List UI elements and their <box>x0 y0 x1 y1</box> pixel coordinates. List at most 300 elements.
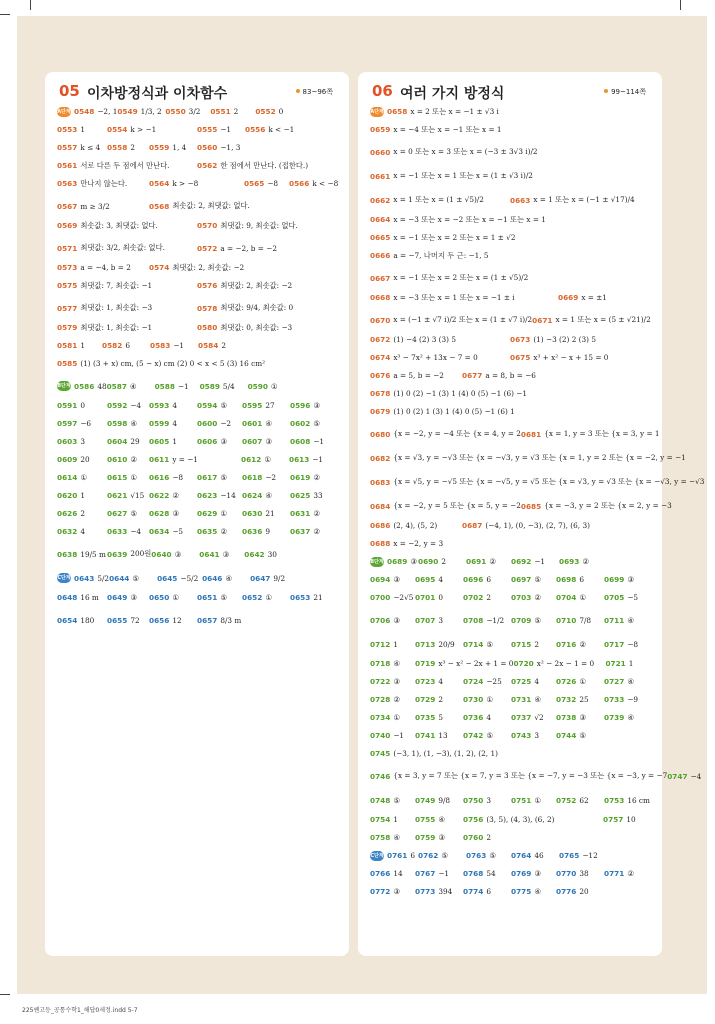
problem-number: 0724 <box>463 677 484 686</box>
answer-value: ③ <box>174 549 182 559</box>
problem-number: 0620 <box>57 491 78 500</box>
problem-number: 0659 <box>370 125 391 134</box>
problem-number: 0605 <box>149 437 170 446</box>
problem-number: 0732 <box>556 695 577 704</box>
answer-row <box>57 400 337 411</box>
answer-item <box>604 713 652 722</box>
answer-value: −6 <box>80 419 92 428</box>
answer-value: 16 cm <box>627 795 650 805</box>
answer-row <box>57 526 337 537</box>
answer-item <box>197 509 242 518</box>
answer-value: 4 <box>486 713 491 722</box>
problem-number: 0768 <box>463 869 484 878</box>
answer-value: 30 <box>267 549 277 559</box>
problem-number: 0604 <box>107 437 128 446</box>
problem-number: 0754 <box>370 815 391 824</box>
answer-item <box>290 593 338 602</box>
answer-item <box>370 353 510 362</box>
problem-number: 0668 <box>370 293 391 302</box>
answer-row <box>370 790 650 810</box>
problem-number: 0686 <box>370 521 391 530</box>
problem-number: 0695 <box>415 575 436 584</box>
problem-number: 0756 <box>463 815 484 824</box>
answer-value: ⑤ <box>393 795 400 805</box>
answer-value: m ≥ 3/2 <box>80 201 110 211</box>
level-badge: A단계 <box>370 108 384 115</box>
problem-number: 0652 <box>242 593 263 602</box>
answer-value: a = −2, b = −2 <box>220 243 277 253</box>
problem-number: 0718 <box>370 659 391 668</box>
answer-item <box>415 616 463 625</box>
problem-number: 0564 <box>149 179 170 188</box>
answer-value: √2 <box>534 713 544 722</box>
answer-value: 최댓값: 7, 최솟값: −1 <box>80 280 153 290</box>
problem-number: 0707 <box>415 615 436 625</box>
answer-row <box>57 262 337 273</box>
problem-number: 0680 <box>370 429 391 439</box>
answer-item <box>370 796 415 805</box>
problem-number: 0649 <box>107 593 128 602</box>
problem-number: 0624 <box>242 491 263 500</box>
answer-item <box>241 455 289 464</box>
answer-value: x³ − x² − 2x + 1 = 0 <box>438 659 514 668</box>
answer-value: 1 <box>393 639 398 649</box>
problem-number: 0681 <box>520 429 542 439</box>
answer-value: ③ <box>313 401 320 410</box>
problem-number: 0772 <box>370 887 391 896</box>
answer-item <box>248 382 296 391</box>
problem-number: 0734 <box>370 713 391 722</box>
problem-number: 0661 <box>370 171 391 181</box>
answer-value: ① <box>579 593 586 602</box>
problem-number: 0776 <box>556 887 577 896</box>
answer-row <box>57 106 337 117</box>
answer-item <box>463 616 511 625</box>
answer-value: x = −2, y = 3 <box>393 539 444 548</box>
answer-value: 3/2 <box>188 107 201 116</box>
problem-number: 0689 <box>387 557 408 566</box>
answer-row <box>370 868 650 879</box>
problem-number: 0607 <box>242 437 263 446</box>
answer-value: ⑤ <box>489 851 496 860</box>
answer-value: ① <box>264 455 271 464</box>
answer-value: 27 <box>265 401 275 410</box>
answer-row <box>370 292 650 303</box>
answer-value: ④ <box>265 491 272 500</box>
answer-value: −1, 3 <box>220 143 241 152</box>
answer-row <box>370 190 650 210</box>
answer-value: ⑤ <box>313 419 320 428</box>
answer-value: 20 <box>80 455 90 464</box>
problem-number: 0650 <box>149 593 170 602</box>
chapter-header <box>370 82 650 106</box>
problem-number: 0590 <box>247 381 268 391</box>
answer-item <box>57 509 107 518</box>
problem-number: 0561 <box>57 161 78 170</box>
answer-value: 최댓값: 3/2, 최솟값: 없다. <box>80 243 165 252</box>
answer-value: 2 <box>534 639 539 649</box>
answer-item <box>415 593 463 602</box>
problem-number: 0586 <box>74 381 95 391</box>
answer-value: ① <box>579 677 586 686</box>
answer-item <box>604 640 652 649</box>
answer-value: −1 <box>220 125 232 134</box>
answer-item <box>387 851 418 860</box>
answer-item <box>107 382 155 391</box>
answer-item <box>197 161 337 171</box>
answer-item <box>57 455 107 464</box>
answer-value: {x = −3, y = 2 또는 {x = 2, y = −3 <box>544 501 672 510</box>
answer-row <box>57 238 337 258</box>
problem-number: 0656 <box>149 615 170 625</box>
answer-value: −1/2 <box>486 615 505 625</box>
answer-item <box>107 419 149 428</box>
answer-item <box>57 243 197 253</box>
answer-value: 3 <box>534 731 539 740</box>
answer-value: −9 <box>627 695 639 704</box>
answer-item <box>370 233 650 243</box>
problem-number: 0596 <box>290 401 311 410</box>
problem-number: 0554 <box>107 125 128 134</box>
answer-value: −2, 1 <box>97 107 118 116</box>
answer-value: 최댓값: 0, 최솟값: −3 <box>220 322 293 332</box>
answer-value: x = 1 또는 x = (−1 ± √17)/4 <box>533 195 635 204</box>
answer-row <box>57 196 337 216</box>
problem-number: 0692 <box>511 557 532 566</box>
answer-value: (1) −3 (2) 2 (3) 5 <box>533 335 596 344</box>
answer-row <box>370 268 650 288</box>
answer-value: −1 <box>177 381 189 391</box>
answer-item <box>370 371 462 380</box>
answer-value: ④ <box>225 573 232 583</box>
answer-item <box>210 107 255 116</box>
answer-value: ② <box>313 527 320 536</box>
problem-number: 0654 <box>57 615 78 625</box>
answer-value: −4 <box>130 401 142 410</box>
answer-item <box>165 107 210 116</box>
answer-value: ⑤ <box>220 473 227 482</box>
answer-item <box>57 161 197 171</box>
problem-number: 0733 <box>604 695 625 704</box>
answer-value: 21 <box>313 593 323 602</box>
answer-row <box>370 886 650 897</box>
answer-item <box>559 851 607 860</box>
answer-item <box>462 371 650 380</box>
problem-number: 0702 <box>463 593 484 602</box>
answer-value: −1 <box>438 869 450 878</box>
answer-value: x = −1 또는 x = 2 또는 x = 1 ± √2 <box>393 232 516 242</box>
problem-number: 0608 <box>290 437 311 446</box>
answer-row <box>370 658 650 669</box>
answer-value: k ≤ 4 <box>80 143 101 152</box>
answer-row <box>370 592 650 603</box>
problem-number: 0729 <box>415 695 436 704</box>
answer-item <box>415 796 463 805</box>
answer-item <box>556 640 604 649</box>
answer-item <box>532 315 672 325</box>
answer-value: (1) 0 (2) −1 (3) 1 (4) 0 (5) −1 (6) −1 <box>393 389 528 398</box>
answer-item <box>511 677 556 686</box>
answer-item <box>57 527 107 536</box>
problem-number: 0771 <box>604 869 625 878</box>
answer-item <box>370 771 667 781</box>
answer-row <box>370 388 650 399</box>
problem-number: 0598 <box>107 419 128 428</box>
answer-value: (3, 5), (4, 3), (6, 2) <box>486 815 555 824</box>
problem-number: 0603 <box>57 437 78 446</box>
problem-number: 0623 <box>197 491 218 500</box>
answer-value: ⑤ <box>486 639 493 649</box>
answer-item <box>462 521 650 530</box>
answer-item <box>107 125 197 134</box>
answer-value: 9/8 <box>438 795 451 805</box>
answer-item <box>197 143 337 152</box>
problem-number: 0717 <box>604 639 625 649</box>
answer-item <box>463 833 651 842</box>
answer-item <box>370 389 650 398</box>
answer-item <box>370 539 650 548</box>
answer-item <box>370 273 650 283</box>
answer-row <box>370 832 650 843</box>
answer-value: ⑤ <box>130 509 137 518</box>
answer-value: −2 <box>220 419 232 428</box>
answer-item <box>370 477 704 487</box>
answer-value: x = (−1 ± √7 i)/2 또는 x = (1 ± √7 i)/2 <box>393 315 533 324</box>
answer-item <box>370 575 415 584</box>
problem-number: 0584 <box>198 341 219 350</box>
answer-row <box>370 694 650 705</box>
answer-value: 8/3 m <box>220 615 242 625</box>
answer-row <box>57 454 337 465</box>
problem-number: 0745 <box>370 749 391 758</box>
problem-number: 0633 <box>107 527 128 536</box>
answer-value: 3 <box>80 437 85 446</box>
answer-item <box>415 731 463 740</box>
level-badge: C단계 <box>57 575 71 581</box>
answer-row <box>57 358 337 369</box>
level-badge: A단계 <box>57 108 71 115</box>
problem-number: 0690 <box>418 557 439 566</box>
problem-number: 0643 <box>74 573 95 583</box>
answer-item <box>370 429 521 439</box>
answer-value: x² − 2x − 1 = 0 <box>536 659 595 668</box>
problem-number: 0594 <box>197 401 218 410</box>
problem-number: 0673 <box>510 335 531 344</box>
answer-item <box>289 179 338 188</box>
answer-item <box>290 473 338 482</box>
problem-number: 0655 <box>107 615 128 625</box>
answer-value: {x = −2, y = −4 또는 {x = 4, y = 2 <box>393 429 521 438</box>
problem-number: 0638 <box>57 549 78 559</box>
answer-value: 2 <box>438 695 443 704</box>
problem-number: 0641 <box>199 549 220 559</box>
answer-value: x = −1 또는 x = 2 또는 x = (1 ± √5)/2 <box>393 273 529 282</box>
problem-number: 0664 <box>370 215 391 224</box>
answer-item <box>415 640 463 649</box>
answer-value: 38 <box>579 869 589 878</box>
answer-item <box>556 713 604 722</box>
problem-number: 0637 <box>290 527 311 536</box>
answer-value: ① <box>393 713 400 722</box>
answer-value: 48 <box>97 381 107 391</box>
answer-item <box>57 202 149 211</box>
answer-row <box>57 568 337 588</box>
problem-number: 0688 <box>370 539 391 548</box>
problem-number: 0565 <box>244 179 265 188</box>
answer-value: 최댓값: 2, 최솟값: −2 <box>172 262 245 272</box>
answer-value: ⑤ <box>534 615 541 625</box>
answer-item <box>57 616 107 625</box>
problem-number: 0571 <box>57 243 78 253</box>
answer-value: k > −1 <box>130 125 157 134</box>
answer-item <box>511 557 559 566</box>
problem-number: 0677 <box>462 371 483 380</box>
answer-value: ⑤ <box>441 851 448 860</box>
answer-value: 최솟값: 3, 최댓값: 없다. <box>80 220 158 230</box>
chapter-05-answer-panel <box>45 72 349 956</box>
answer-item <box>117 107 165 116</box>
answer-value: ① <box>265 593 272 602</box>
answer-value: (1) 0 (2) 1 (3) 1 (4) 0 (5) −1 (6) 1 <box>393 407 515 416</box>
answer-item <box>198 341 338 350</box>
answer-item <box>197 473 242 482</box>
answer-item <box>197 125 245 134</box>
answer-item <box>511 887 556 896</box>
problem-number: 0646 <box>202 573 223 583</box>
answer-item <box>604 593 652 602</box>
answer-item <box>107 437 149 446</box>
answer-item <box>149 419 197 428</box>
answer-value: −8 <box>627 639 639 649</box>
problem-number: 0672 <box>370 335 391 344</box>
problem-number: 0691 <box>466 557 487 566</box>
answer-value: ③ <box>222 549 230 559</box>
answer-value: −1 <box>534 557 546 566</box>
answer-item <box>57 263 149 272</box>
answer-item <box>370 335 510 344</box>
answer-value: ④ <box>130 419 137 428</box>
problem-number: 0735 <box>415 713 436 722</box>
problem-number: 0685 <box>520 501 542 511</box>
problem-number: 0723 <box>415 677 436 686</box>
answer-item <box>149 179 244 188</box>
answer-value: −1 <box>393 731 405 740</box>
answer-value: 6 <box>486 575 491 584</box>
answer-value: ① <box>486 695 493 704</box>
problem-number: 0764 <box>511 851 532 860</box>
answer-value: 3 <box>486 795 491 805</box>
answer-item <box>290 419 338 428</box>
answer-value: 16 m <box>80 593 99 602</box>
problem-number: 0568 <box>149 201 170 211</box>
answer-value: 7/8 <box>579 615 592 625</box>
answer-value: −4 <box>130 527 142 536</box>
problem-number: 0578 <box>197 303 218 313</box>
answer-row <box>370 556 650 567</box>
problem-number: 0621 <box>107 491 128 500</box>
problem-number: 0762 <box>418 851 439 860</box>
answer-item <box>242 527 290 536</box>
problem-number: 0749 <box>415 795 436 805</box>
answer-item <box>242 419 290 428</box>
problem-number: 0731 <box>511 695 532 704</box>
chapter-06-answer-panel <box>358 72 705 956</box>
answer-item <box>370 251 650 261</box>
answer-value: ③ <box>410 557 417 566</box>
answer-value: ④ <box>627 713 634 722</box>
answer-item <box>463 887 511 896</box>
crop-mark <box>30 0 31 10</box>
answer-item <box>74 382 107 391</box>
answer-value: k < −1 <box>268 125 295 134</box>
problem-number: 0653 <box>290 593 311 602</box>
answer-item <box>521 429 661 439</box>
answer-row <box>57 490 337 501</box>
problem-number: 0618 <box>242 473 263 482</box>
answer-item <box>290 509 338 518</box>
answer-item <box>556 869 604 878</box>
problem-number: 0752 <box>556 795 577 805</box>
answer-item <box>370 171 650 181</box>
file-footer: 225쎈고등_공통수학1_해답0세정.indd 5-7 <box>22 1007 138 1014</box>
answer-value: 394 <box>438 887 453 896</box>
problem-number: 0581 <box>57 341 78 350</box>
answer-row <box>57 418 337 429</box>
answer-item <box>667 772 715 781</box>
answer-item <box>57 221 197 231</box>
answer-item <box>370 887 415 896</box>
answer-value: a = −4, b = 2 <box>80 263 131 272</box>
answer-item <box>463 695 511 704</box>
answer-value: 최댓값: 9/4, 최솟값: 0 <box>220 303 294 312</box>
problem-number: 0679 <box>370 407 391 416</box>
answer-item <box>150 341 198 350</box>
answer-item <box>107 473 149 482</box>
answer-value: 33 <box>313 491 323 500</box>
problem-number: 0765 <box>559 851 580 860</box>
problem-number: 0645 <box>157 573 178 583</box>
answer-value: 0 <box>438 593 443 602</box>
problem-number: 0675 <box>510 353 531 362</box>
problem-number: 0550 <box>165 107 186 116</box>
answer-value: ③ <box>393 575 400 584</box>
answer-item <box>242 491 290 500</box>
problem-number: 0559 <box>149 143 170 152</box>
answer-value: 21 <box>265 509 275 518</box>
problem-number: 0647 <box>250 573 271 583</box>
answer-value: x = −3 또는 x = −2 또는 x = −1 또는 x = 1 <box>393 214 546 224</box>
problem-number: 0760 <box>463 833 484 842</box>
answer-item <box>149 143 197 152</box>
answer-row <box>370 634 650 654</box>
answer-item <box>556 695 604 704</box>
answer-value: (1) (3 + x) cm, (5 − x) cm (2) 0 < x < 5 (3) 16 cm² <box>80 359 266 368</box>
answer-value: 2 <box>80 509 85 518</box>
answer-row <box>57 592 337 603</box>
answer-value: 최댓값: 1, 최솟값: −1 <box>80 322 153 332</box>
problem-number: 0757 <box>603 815 624 824</box>
answer-item <box>370 147 650 157</box>
answer-item <box>244 179 289 188</box>
answer-value: 1 <box>80 491 85 500</box>
answer-row <box>370 334 650 345</box>
problem-number: 0747 <box>667 771 688 781</box>
answer-item <box>510 335 650 344</box>
answer-value: ② <box>130 455 137 464</box>
answer-row <box>370 214 650 225</box>
answer-value: ① <box>220 509 227 518</box>
problem-number: 0576 <box>197 281 218 290</box>
